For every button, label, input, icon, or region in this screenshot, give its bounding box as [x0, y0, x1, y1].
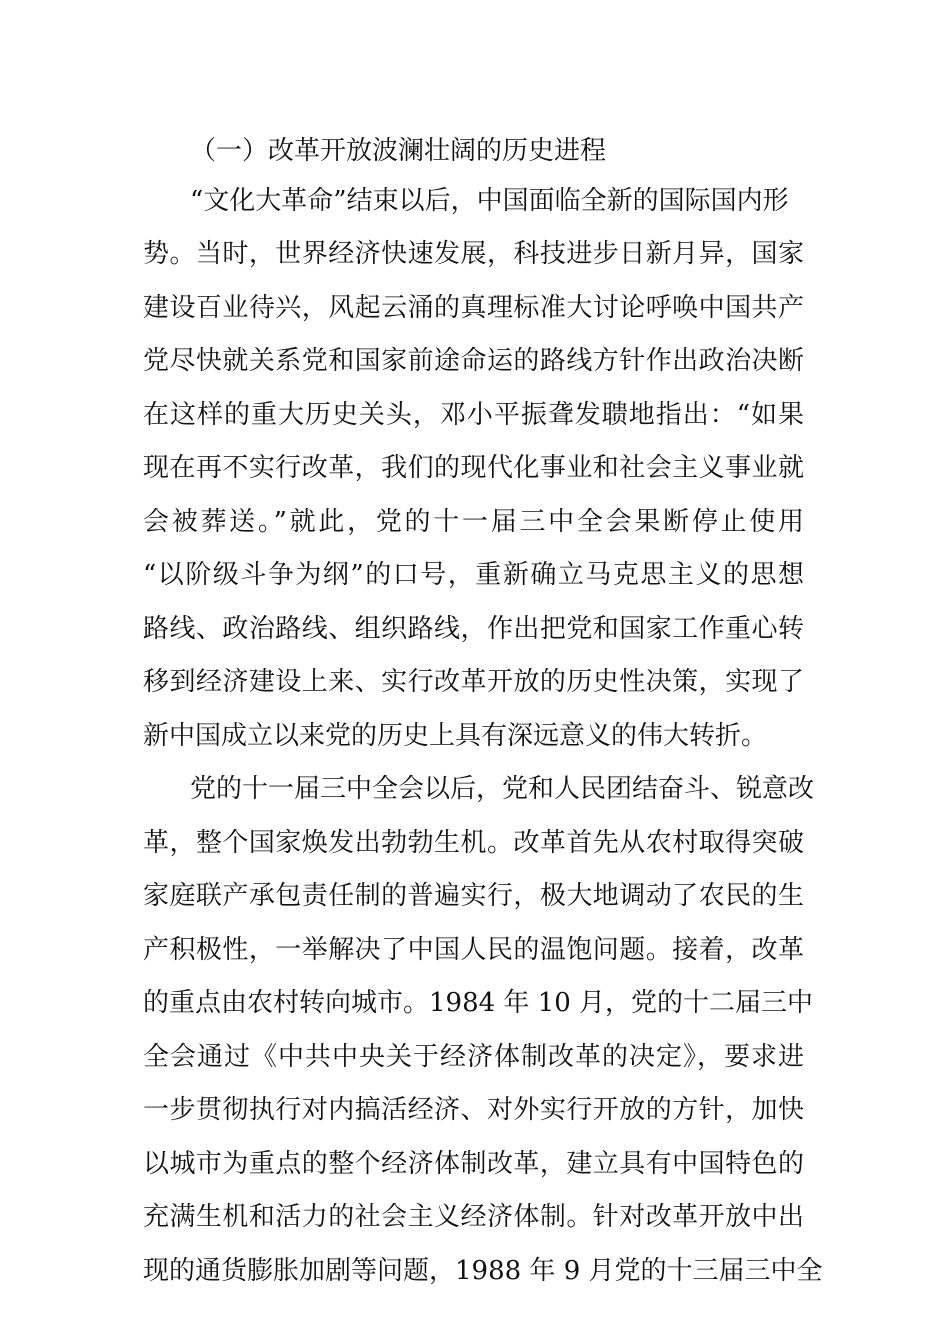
paragraph-2-line: 全会通过《中共中央关于经济体制改革的决定》，要求进 — [143, 1042, 804, 1072]
paragraph-1-line: 党尽快就关系党和国家前途命运的路线方针作出政治决断 — [143, 346, 804, 376]
paragraph-2-line: 革，整个国家焕发出勃勃生机。改革首先从农村取得突破 — [143, 828, 804, 858]
paragraph-1-line: 现在再不实行改革，我们的现代化事业和社会主义事业就 — [143, 453, 804, 483]
paragraph-2-line: 以城市为重点的整个经济体制改革，建立具有中国特色的 — [143, 1149, 804, 1179]
paragraph-1-line: 势。当时，世界经济快速发展，科技进步日新月异，国家 — [143, 239, 804, 269]
paragraph-1-line: 路线、政治路线、组织路线，作出把党和国家工作重心转 — [143, 614, 804, 644]
paragraph-2-line: 家庭联产承包责任制的普遍实行，极大地调动了农民的生 — [143, 881, 804, 911]
paragraph-1-line: 建设百业待兴，风起云涌的真理标准大讨论呼唤中国共产 — [143, 293, 804, 323]
paragraph-2-line: 党的十一届三中全会以后，党和人民团结奋斗、锐意改 — [190, 774, 815, 804]
section-heading: （一）改革开放波澜壮阔的历史进程 — [190, 136, 607, 166]
paragraph-1-line: 移到经济建设上来、实行改革开放的历史性决策，实现了 — [143, 667, 804, 697]
paragraph-2-line: 现的通货膨胀加剧等问题，1988 年 9 月党的十三届三中全 — [143, 1256, 823, 1286]
paragraph-2-line: 的重点由农村转向城市。1984 年 10 月，党的十二届三中 — [143, 988, 814, 1018]
paragraph-2-line: 一步贯彻执行对内搞活经济、对外实行开放的方针，加快 — [143, 1095, 804, 1125]
paragraph-1-line: 新中国成立以来党的历史上具有深远意义的伟大转折。 — [143, 721, 768, 751]
paragraph-1-line: 会被葬送。”就此，党的十一届三中全会果断停止使用 — [143, 507, 804, 537]
paragraph-2-line: 产积极性，一举解决了中国人民的温饱问题。接着，改革 — [143, 935, 804, 965]
paragraph-1-line: 在这样的重大历史关头，邓小平振聋发聩地指出：“如果 — [143, 400, 804, 430]
paragraph-1-line: “文化大革命”结束以后，中国面临全新的国际国内形 — [190, 186, 789, 216]
paragraph-1-line: “以阶级斗争为纲”的口号，重新确立马克思主义的思想 — [143, 560, 804, 590]
paragraph-2-line: 充满生机和活力的社会主义经济体制。针对改革开放中出 — [143, 1202, 804, 1232]
